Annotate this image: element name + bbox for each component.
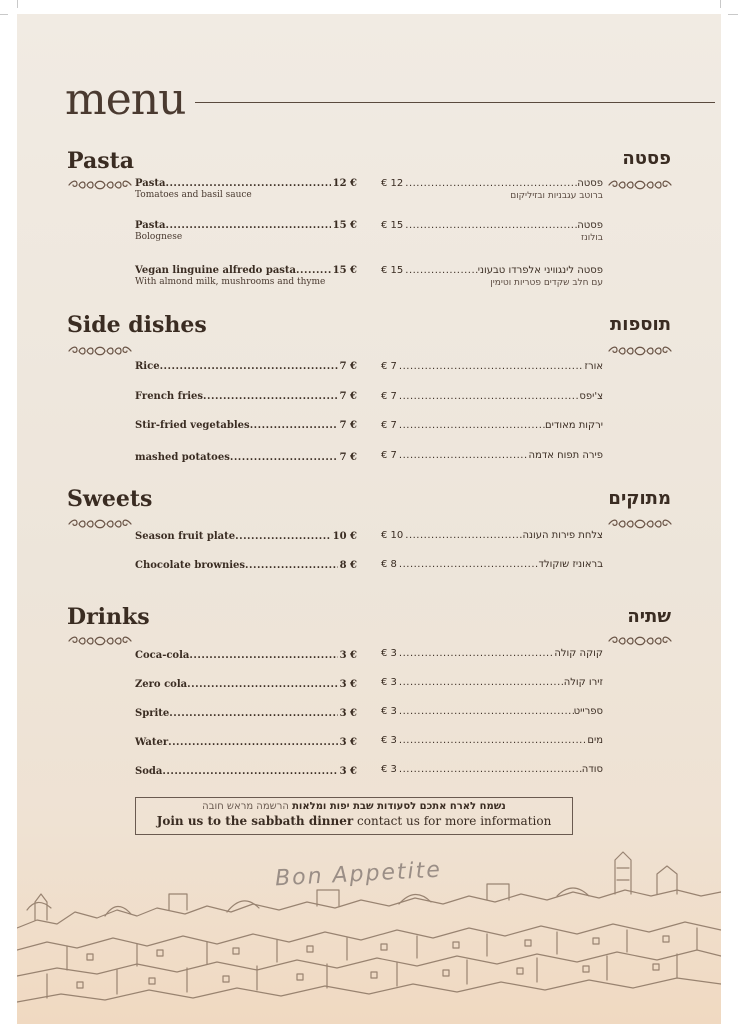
item-price: € 15 bbox=[381, 265, 404, 276]
menu-item-en bbox=[135, 737, 357, 748]
menu-item-he bbox=[381, 450, 603, 461]
item-price: € 7 bbox=[381, 391, 397, 402]
ornament-icon bbox=[607, 178, 673, 192]
section-title-pasta-en: Pasta bbox=[67, 148, 135, 174]
ornament-icon bbox=[607, 344, 673, 358]
notice-en-bold: Join us to the sabbath dinner bbox=[156, 814, 354, 828]
item-name: זירו קולה bbox=[563, 677, 603, 688]
item-name: קוקה קולה bbox=[554, 648, 603, 659]
sabbath-notice-box bbox=[135, 797, 573, 835]
menu-item-en bbox=[135, 361, 357, 372]
menu-item-he bbox=[381, 559, 603, 570]
item-name: Vegan linguine alfredo pasta bbox=[135, 265, 297, 276]
item-name: Coca-cola bbox=[135, 650, 190, 661]
ornament-icon bbox=[607, 634, 673, 648]
menu-item-en bbox=[135, 531, 357, 542]
item-name: בראוניז שוקולד bbox=[538, 559, 603, 570]
item-price: € 3 bbox=[381, 764, 397, 775]
item-name: ספרייט bbox=[573, 706, 603, 717]
notice-he-bold: נשמח לארח אתכם לסעודות שבת יפות ומלאות bbox=[292, 801, 506, 812]
item-name: סודה bbox=[581, 764, 603, 775]
menu-item-he bbox=[381, 677, 603, 688]
item-price: € 3 bbox=[381, 677, 397, 688]
notice-hebrew bbox=[136, 801, 572, 812]
ornament-icon bbox=[67, 178, 133, 192]
item-price: € 7 bbox=[381, 361, 397, 372]
item-description: With almond milk, mushrooms and thyme bbox=[135, 277, 326, 287]
menu-item-he bbox=[381, 648, 603, 659]
item-price: € 3 bbox=[381, 735, 397, 746]
item-price: 15 € bbox=[332, 220, 357, 231]
item-price: 8 € bbox=[339, 560, 357, 571]
item-name: פסטה bbox=[577, 220, 603, 231]
menu-item-en bbox=[135, 391, 357, 402]
item-description: Tomatoes and basil sauce bbox=[135, 190, 252, 200]
item-name: ירקות מאודים bbox=[545, 420, 603, 431]
item-name: מים bbox=[587, 735, 603, 746]
item-name: Pasta bbox=[135, 220, 166, 231]
menu-item-en bbox=[135, 420, 357, 431]
menu-item-he bbox=[381, 361, 603, 372]
menu-item-he bbox=[381, 420, 603, 431]
item-price: 3 € bbox=[339, 766, 357, 777]
item-description: בולונז bbox=[581, 233, 603, 243]
item-name: Water bbox=[135, 737, 169, 748]
section-title-sweets-en: Sweets bbox=[67, 486, 153, 512]
item-name: אורז bbox=[584, 361, 603, 372]
item-name: Pasta bbox=[135, 178, 166, 189]
title-divider bbox=[195, 102, 715, 103]
section-title-sweets-he: מתוקים bbox=[608, 488, 671, 509]
item-price: € 8 bbox=[381, 559, 397, 570]
item-price: 3 € bbox=[339, 708, 357, 719]
menu-item-en bbox=[135, 708, 357, 719]
item-name: mashed potatoes bbox=[135, 452, 230, 463]
item-price: 3 € bbox=[339, 679, 357, 690]
item-price: 7 € bbox=[339, 452, 357, 463]
notice-he-light: הרשמה מראש חובה bbox=[202, 801, 289, 812]
menu-item-he bbox=[381, 265, 603, 288]
menu-item-he bbox=[381, 530, 603, 541]
section-title-sides-he: תוספות bbox=[609, 314, 671, 335]
item-name: Sprite bbox=[135, 708, 170, 719]
item-name: פסטה לינגוויני אלפרדו טבעוני bbox=[477, 265, 603, 276]
menu-item-he bbox=[381, 706, 603, 717]
ornament-icon bbox=[67, 634, 133, 648]
item-price: 12 € bbox=[332, 178, 357, 189]
item-price: 7 € bbox=[339, 420, 357, 431]
item-price: 10 € bbox=[332, 531, 357, 542]
item-price: € 15 bbox=[381, 220, 404, 231]
section-title-drinks-en: Drinks bbox=[67, 604, 150, 630]
item-name: Season fruit plate bbox=[135, 531, 236, 542]
section-title-drinks-he: שתיה bbox=[627, 606, 671, 627]
item-name: Chocolate brownies bbox=[135, 560, 245, 571]
menu-page bbox=[17, 14, 721, 1024]
menu-item-en bbox=[135, 766, 357, 777]
menu-item-en bbox=[135, 560, 357, 571]
menu-item-en bbox=[135, 178, 357, 200]
menu-title: menu bbox=[65, 74, 186, 125]
menu-item-he bbox=[381, 735, 603, 746]
item-price: 3 € bbox=[339, 650, 357, 661]
city-skyline-illustration bbox=[17, 850, 721, 1024]
item-name: Soda bbox=[135, 766, 163, 777]
menu-item-en bbox=[135, 650, 357, 661]
item-name: צלחת פירות העונה bbox=[522, 530, 603, 541]
item-description: ברוטב עגבניות ובזיליקום bbox=[510, 191, 603, 201]
ornament-icon bbox=[67, 517, 133, 531]
item-name: פסטה bbox=[577, 178, 603, 189]
menu-item-he bbox=[381, 220, 603, 243]
menu-item-en bbox=[135, 265, 357, 287]
item-price: € 7 bbox=[381, 450, 397, 461]
menu-item-he bbox=[381, 178, 603, 201]
menu-item-en bbox=[135, 679, 357, 690]
section-title-sides-en: Side dishes bbox=[67, 312, 207, 338]
item-price: 15 € bbox=[332, 265, 357, 276]
item-price: € 3 bbox=[381, 648, 397, 659]
item-name: צ'יפס bbox=[579, 391, 603, 402]
menu-item-he bbox=[381, 391, 603, 402]
section-title-pasta-he: פסטה bbox=[622, 148, 671, 169]
item-price: 7 € bbox=[339, 391, 357, 402]
item-name: Rice bbox=[135, 361, 160, 372]
bon-appetite-text: Bon Appetite bbox=[274, 857, 443, 892]
item-name: French fries bbox=[135, 391, 204, 402]
ornament-icon bbox=[67, 344, 133, 358]
menu-item-he bbox=[381, 764, 603, 775]
item-price: € 7 bbox=[381, 420, 397, 431]
menu-item-en bbox=[135, 452, 357, 463]
item-name: פירה תפוח אדמה bbox=[528, 450, 603, 461]
ornament-icon bbox=[607, 517, 673, 531]
notice-en-light: contact us for more information bbox=[357, 814, 552, 828]
item-price: 3 € bbox=[339, 737, 357, 748]
item-name: Zero cola bbox=[135, 679, 188, 690]
item-price: € 3 bbox=[381, 706, 397, 717]
item-price: 7 € bbox=[339, 361, 357, 372]
item-price: € 10 bbox=[381, 530, 404, 541]
item-description: עם חלב שקדים פטריות וטימין bbox=[490, 278, 603, 288]
item-name: Stir-fried vegetables bbox=[135, 420, 250, 431]
notice-english bbox=[136, 814, 572, 828]
menu-item-en bbox=[135, 220, 357, 242]
item-price: € 12 bbox=[381, 178, 404, 189]
item-description: Bolognese bbox=[135, 232, 183, 242]
